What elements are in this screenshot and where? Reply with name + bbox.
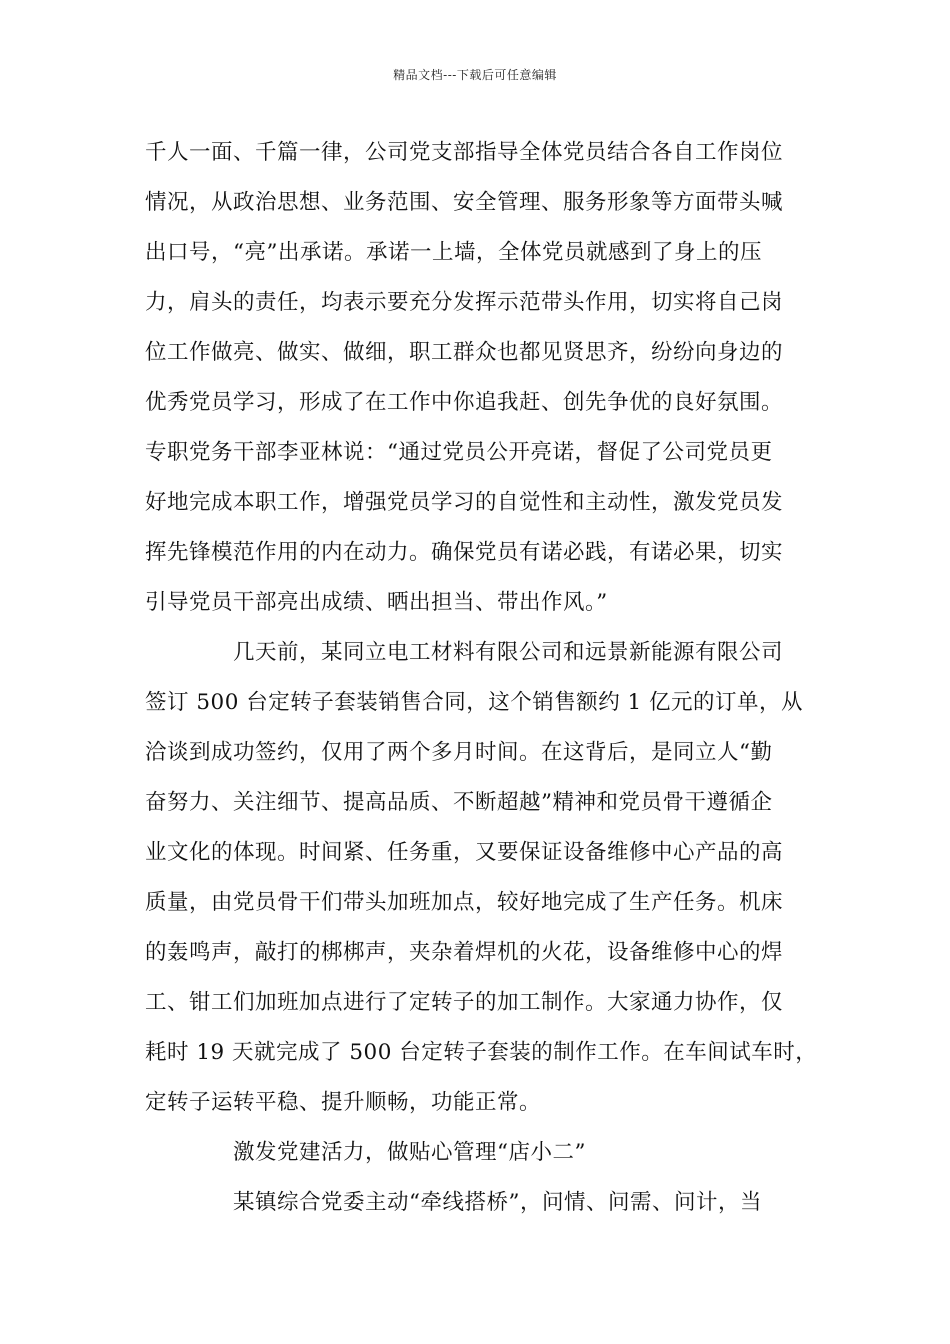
text-line: 质量，由党员骨干们带头加班加点，较好地完成了生产任务。机床 <box>145 890 784 915</box>
text-line: 洽谈到成功签约，仅用了两个多月时间。在这背后，是同立人“勤 <box>145 740 773 765</box>
text-line: 好地完成本职工作，增强党员学习的自觉性和主动性，激发党员发 <box>145 490 784 515</box>
text-line: 签订 500 台定转子套装销售合同，这个销售额约 1 亿元的订单，从 <box>145 690 804 715</box>
text-line: 耗时 19 天就完成了 500 台定转子套装的制作工作。在车间试车时， <box>145 1040 818 1065</box>
document-body <box>145 128 818 1228</box>
page-header: 精品文档---下载后可任意编辑 <box>393 68 557 82</box>
paragraph-first-line: 某镇综合党委主动“牵线搭桥”，问情、问需、问计，当 <box>233 1190 762 1215</box>
text-line: 工、钳工们加班加点进行了定转子的加工制作。大家通力协作，仅 <box>145 990 784 1015</box>
text-line: 优秀党员学习，形成了在工作中你追我赶、创先争优的良好氛围。 <box>145 390 784 415</box>
text-line: 力，肩头的责任，均表示要充分发挥示范带头作用，切实将自己岗 <box>145 290 784 315</box>
text-line: 奋努力、关注细节、提高品质、不断超越”精神和党员骨干遵循企 <box>145 790 773 815</box>
text-line: 定转子运转平稳、提升顺畅，功能正常。 <box>145 1090 542 1115</box>
text-line: 千人一面、千篇一律，公司党支部指导全体党员结合各自工作岗位 <box>145 140 784 165</box>
text-line: 专职党务干部李亚林说：“通过党员公开亮诺，督促了公司党员更 <box>145 440 773 465</box>
text-line: 挥先锋模范作用的内在动力。确保党员有诺必践，有诺必果，切实 <box>145 540 784 565</box>
text-line: 情况，从政治思想、业务范围、安全管理、服务形象等方面带头喊 <box>145 190 784 215</box>
text-line: 的轰鸣声，敲打的梆梆声，夹杂着焊机的火花，设备维修中心的焊 <box>145 940 784 965</box>
text-line: 位工作做亮、做实、做细，职工群众也都见贤思齐，纷纷向身边的 <box>145 340 784 365</box>
text-line: 出口号，“亮”出承诺。承诺一上墙，全体党员就感到了身上的压 <box>145 240 762 265</box>
section-heading: 激发党建活力，做贴心管理“店小二” <box>233 1140 586 1165</box>
text-line: 业文化的体现。时间紧、任务重，又要保证设备维修中心产品的高 <box>145 840 784 865</box>
text-line: 引导党员干部亮出成绩、晒出担当、带出作风。” <box>145 590 608 615</box>
paragraph-first-line: 几天前，某同立电工材料有限公司和远景新能源有限公司 <box>233 640 784 665</box>
